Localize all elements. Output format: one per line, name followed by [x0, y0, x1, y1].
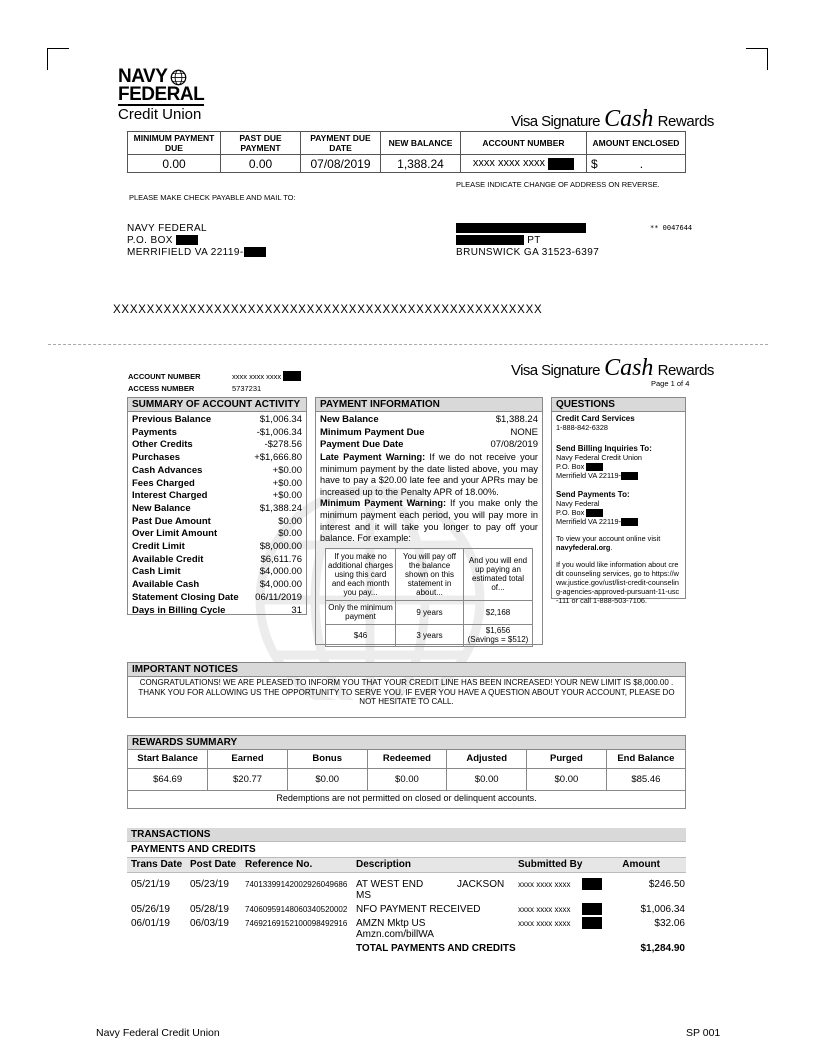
mpt-row1-total: $2,168 — [464, 600, 533, 624]
visa-signature-text: Visa Signature — [511, 113, 600, 130]
logo-federal-text: FEDERAL — [118, 84, 205, 105]
rewards-text: Rewards — [657, 362, 714, 379]
send-payments-title: Send Payments To: — [556, 490, 630, 500]
mpt-row2-years: 3 years — [396, 624, 464, 646]
account-number-label: ACCOUNT NUMBER — [128, 372, 201, 381]
tx-amount: $246.50 — [648, 879, 685, 890]
billing-line-1: Navy Federal Credit Union — [556, 453, 642, 462]
summary-rows — [128, 412, 306, 617]
billing-line-3: Merrifield VA 22119- — [556, 471, 622, 481]
summary-row — [128, 605, 306, 618]
notices-title: IMPORTANT NOTICES — [128, 663, 685, 677]
tx-header-amount: Amount — [622, 859, 660, 870]
rewards-value: $0.00 — [367, 768, 447, 790]
redaction-bar — [456, 235, 524, 245]
payment-info-section — [315, 397, 543, 645]
summary-row-value: -$278.56 — [264, 439, 302, 451]
questions-title: QUESTIONS — [552, 398, 685, 412]
summary-row-label: Over Limit Amount — [132, 528, 218, 540]
summary-row-value: $4,000.00 — [259, 579, 302, 591]
tx-header-trans-date: Trans Date — [131, 859, 183, 870]
tx-trans-date: 05/26/19 — [131, 904, 170, 915]
rewards-header: Start Balance — [128, 750, 208, 768]
summary-row-label: Purchases — [132, 452, 181, 464]
mpt-row2-total: $1,656 — [485, 626, 511, 636]
redaction-bar — [582, 878, 602, 890]
tx-total-value: $1,284.90 — [640, 943, 685, 954]
logo-navy-text: NAVY — [118, 66, 168, 87]
tx-reference: 74060959148060340520002 — [245, 905, 348, 914]
header-account-number: ACCOUNT NUMBER — [461, 132, 587, 155]
summary-row-label: Fees Charged — [132, 477, 195, 489]
redaction-bar — [176, 235, 198, 245]
mpt-row1-years: 9 years — [396, 600, 464, 624]
tx-header-description: Description — [356, 859, 412, 870]
summary-title: SUMMARY OF ACCOUNT ACTIVITY — [128, 398, 306, 412]
tx-amount: $32.06 — [654, 918, 685, 929]
redaction-bar — [582, 917, 602, 929]
value-account-number — [461, 155, 587, 173]
pi-due-date-label: Payment Due Date — [320, 439, 404, 451]
cc-services-label: Credit Card Services — [556, 414, 635, 423]
redaction-bar — [244, 247, 266, 257]
summary-row-label: Past Due Amount — [132, 515, 211, 527]
remit-line-2: P.O. BOX — [127, 235, 173, 246]
summary-row-value: +$1,666.80 — [254, 452, 302, 464]
rewards-value: $64.69 — [128, 768, 208, 790]
rewards-value: $20.77 — [208, 768, 288, 790]
payments-line-3: Merrifield VA 22119- — [556, 517, 622, 527]
summary-row-value: $0.00 — [278, 515, 302, 527]
redaction-bar — [283, 371, 301, 381]
tx-post-date: 06/03/19 — [190, 918, 229, 929]
crop-mark-left — [47, 48, 69, 70]
page-number: Page 1 of 4 — [651, 379, 690, 388]
minimum-payment-table — [325, 548, 533, 647]
summary-row-label: Cash Limit — [132, 566, 181, 578]
customer-line-3: BRUNSWICK GA 31523-6397 — [456, 247, 600, 258]
tx-post-date: 05/28/19 — [190, 904, 229, 915]
questions-section — [551, 397, 686, 606]
mpt-header-1: If you make no additional charges using this card and each month you pay... — [326, 548, 396, 600]
rewards-header: Redeemed — [367, 750, 447, 768]
globe-icon — [170, 69, 187, 86]
tx-amount: $1,006.34 — [640, 904, 685, 915]
tx-description-city: JACKSON — [457, 879, 505, 890]
transactions-title: TRANSACTIONS — [127, 828, 686, 842]
summary-row — [128, 566, 306, 579]
summary-row-label: Cash Advances — [132, 464, 203, 476]
redaction-bar — [582, 903, 602, 915]
change-address-note: PLEASE INDICATE CHANGE OF ADDRESS ON REVERSE. — [456, 180, 660, 189]
tx-description: AMZN Mktp US — [356, 918, 426, 929]
footer-right: SP 001 — [686, 1027, 721, 1039]
redaction-bar — [621, 518, 638, 526]
footer-left: Navy Federal Credit Union — [96, 1027, 220, 1039]
value-new-balance: 1,388.24 — [381, 155, 461, 173]
rewards-value: $85.46 — [606, 768, 685, 790]
pi-new-balance-label: New Balance — [320, 414, 379, 425]
mpt-row2-total-cell — [464, 624, 533, 646]
summary-row — [128, 503, 306, 516]
redaction-bar — [456, 223, 586, 233]
payable-note: PLEASE MAKE CHECK PAYABLE AND MAIL TO: — [129, 193, 296, 202]
tx-description-2: Amzn.com/billWA — [356, 929, 434, 940]
rewards-text: Rewards — [657, 113, 714, 130]
cash-script-text: Cash — [604, 106, 654, 132]
summary-row — [128, 478, 306, 491]
payments-credits-subtitle: PAYMENTS AND CREDITS — [127, 842, 686, 858]
rewards-note: Redemptions are not permitted on closed or delinquent accounts. — [276, 792, 537, 803]
summary-row — [128, 452, 306, 465]
redaction-bar — [621, 472, 638, 480]
pi-new-balance-value: $1,388.24 — [495, 414, 538, 425]
summary-row-value: $1,006.34 — [259, 414, 302, 425]
summary-row-value: -$1,006.34 — [256, 426, 302, 438]
ocr-scanline: XXXXXXXXXXXXXXXXXXXXXXXXXXXXXXXXXXXXXXXXXXXXXXXXXXX — [113, 304, 543, 316]
summary-row-label: Payments — [132, 426, 177, 438]
tx-reference: 74013399142002926049686 — [245, 880, 348, 889]
tx-header-reference: Reference No. — [245, 859, 313, 870]
late-payment-warning — [316, 452, 542, 498]
perforation-line — [48, 344, 768, 345]
payment-coupon-table — [127, 131, 686, 173]
summary-row — [128, 427, 306, 440]
summary-row — [128, 592, 306, 605]
access-number-label: ACCESS NUMBER — [128, 384, 195, 393]
tx-trans-date: 06/01/19 — [131, 918, 170, 929]
visa-signature-text: Visa Signature — [511, 362, 600, 379]
summary-row — [128, 465, 306, 478]
mpt-row2-savings: (Savings = $512) — [467, 635, 529, 645]
value-payment-due-date: 07/08/2019 — [301, 155, 381, 173]
rewards-header: End Balance — [606, 750, 685, 768]
pi-minimum-payment-value: NONE — [510, 426, 538, 438]
rewards-value: $0.00 — [527, 768, 607, 790]
summary-row-label: Interest Charged — [132, 490, 208, 502]
late-warning-label: Late Payment Warning: — [320, 452, 426, 463]
summary-row — [128, 439, 306, 452]
mpt-header-2: You will pay off the balance shown on this statement in about... — [396, 548, 464, 600]
summary-row — [128, 490, 306, 503]
summary-row — [128, 541, 306, 554]
transactions-section — [127, 828, 686, 957]
summary-row-label: Available Cash — [132, 579, 200, 591]
summary-section — [127, 397, 307, 615]
tx-total-label: TOTAL PAYMENTS AND CREDITS — [356, 943, 516, 954]
summary-row — [128, 516, 306, 529]
rewards-title: REWARDS SUMMARY — [128, 736, 685, 750]
summary-row — [128, 554, 306, 567]
minimum-payment-warning — [316, 498, 542, 544]
account-number-text: xxxx xxxx xxxx — [472, 157, 546, 170]
cash-script-text: Cash — [604, 355, 654, 381]
mpt-row1-payment: Only the minimum payment — [326, 600, 396, 624]
customer-address — [456, 223, 599, 259]
summary-row-value: 31 — [291, 604, 302, 616]
mpt-row2-payment: $46 — [326, 624, 396, 646]
tx-submitted-by: xxxx xxxx xxxx — [518, 880, 571, 889]
tx-reference: 74692169152100098492916 — [245, 919, 348, 928]
rewards-table — [128, 750, 685, 791]
dollar-sign: $ — [591, 156, 598, 171]
summary-row-value: $8,000.00 — [259, 541, 302, 553]
summary-row-label: Credit Limit — [132, 541, 185, 553]
redaction-bar — [548, 158, 574, 170]
rewards-value: $0.00 — [287, 768, 367, 790]
decimal-point: . — [639, 156, 644, 171]
summary-row-value: +$0.00 — [272, 490, 302, 502]
transactions-header — [127, 858, 686, 873]
summary-row-value: 06/11/2019 — [255, 591, 302, 603]
logo-credit-union-text: Credit Union — [118, 106, 202, 123]
rewards-header: Bonus — [287, 750, 367, 768]
pi-minimum-payment-label: Minimum Payment Due — [320, 426, 425, 438]
rewards-section — [127, 735, 686, 809]
tx-description-2: MS — [356, 890, 371, 901]
summary-row-label: Other Credits — [132, 439, 193, 451]
value-amount-enclosed[interactable] — [587, 155, 686, 173]
header-payment-due-date: PAYMENT DUE DATE — [301, 132, 381, 155]
payments-line-2: P.O. Box — [556, 508, 585, 518]
header-past-due-payment: PAST DUE PAYMENT — [221, 132, 301, 155]
account-info — [128, 371, 301, 395]
transaction-rows — [127, 873, 686, 957]
summary-row-value: $4,000.00 — [259, 566, 302, 578]
card-logo-statement — [511, 355, 714, 382]
sequence-code: ** 0047644 — [650, 224, 693, 232]
summary-row-label: Statement Closing Date — [132, 591, 239, 603]
late-warning-text: If we do not receive your minimum payment by the date listed above, you may have to pay a $20.00 late fee and your APRs may be increased up to the Penalty APR of 18.00%. — [320, 452, 538, 497]
card-logo-top — [511, 106, 714, 133]
tx-description: NFO PAYMENT RECEIVED — [356, 904, 481, 915]
summary-row-label: Previous Balance — [132, 414, 212, 425]
summary-row — [128, 579, 306, 592]
header-amount-enclosed: AMOUNT ENCLOSED — [587, 132, 686, 155]
tx-header-post-date: Post Date — [190, 859, 237, 870]
summary-row-value: $0.00 — [278, 528, 302, 540]
rewards-value: $0.00 — [447, 768, 527, 790]
redaction-bar — [586, 463, 603, 471]
cc-services-phone: 1-888-842-6328 — [556, 423, 608, 432]
summary-row-label: New Balance — [132, 502, 191, 514]
billing-line-2: P.O. Box — [556, 462, 585, 471]
tx-post-date: 05/23/19 — [190, 879, 229, 890]
remit-address — [127, 223, 266, 259]
summary-row — [128, 414, 306, 427]
summary-row-value: +$0.00 — [272, 464, 302, 476]
summary-row-value: $1,388.24 — [259, 502, 302, 514]
credit-counseling-text: If you would like information about credit counseling services, go to https://www.justice.gov/ust/list-credit-counseling-agencies-approved-pursuant-11-usc-111 or call 1-888-503-7106. — [556, 560, 680, 606]
pi-due-date-value: 07/08/2019 — [490, 439, 538, 451]
value-past-due-payment: 0.00 — [221, 155, 301, 173]
account-number-value: xxxx xxxx xxxx — [232, 372, 282, 381]
header-minimum-payment-due: MINIMUM PAYMENT DUE — [128, 132, 221, 155]
remit-line-3: MERRIFIELD VA 22119- — [127, 247, 244, 258]
tx-trans-date: 05/21/19 — [131, 879, 170, 890]
tx-submitted-by: xxxx xxxx xxxx — [518, 919, 571, 928]
payments-line-1: Navy Federal — [556, 499, 600, 509]
min-warning-text: If you make only the minimum payment each period, you will pay more in interest and it will take you longer to pay off your balance. For example: — [320, 498, 539, 544]
view-account-text: To view your account online visit navyfederal.org. — [556, 534, 661, 553]
navyfederal-link[interactable]: navyfederal.org — [556, 543, 611, 553]
min-warning-label: Minimum Payment Warning: — [320, 498, 447, 509]
tx-submitted-by: xxxx xxxx xxxx — [518, 905, 571, 914]
summary-row — [128, 528, 306, 541]
notices-section — [127, 662, 686, 718]
tx-header-submitted-by: Submitted By — [518, 859, 583, 870]
value-minimum-payment-due: 0.00 — [128, 155, 221, 173]
navy-federal-logo — [118, 68, 218, 123]
mpt-header-3: And you will end up paying an estimated total of... — [464, 548, 533, 600]
rewards-header: Purged — [527, 750, 607, 768]
rewards-header: Adjusted — [447, 750, 527, 768]
summary-row-label: Available Credit — [132, 553, 204, 565]
summary-row-label: Days in Billing Cycle — [132, 604, 226, 616]
rewards-header: Earned — [208, 750, 288, 768]
billing-inquiries-title: Send Billing Inquiries To: — [556, 444, 652, 453]
view-account-label: To view your account online visit — [556, 534, 661, 544]
customer-line-2: PT — [527, 235, 541, 246]
summary-row-value: +$0.00 — [272, 477, 302, 489]
notices-text: CONGRATULATIONS! WE ARE PLEASED TO INFORM YOU THAT YOUR CREDIT LINE HAS BEEN INCREASED! YOUR NEW LIMIT IS $8,000.00 . THANK YOU FOR ALLOWING US THE OPPORTUNITY TO SERVE YOU. IF EVER YOU HAVE A QUESTION ABOUT YOUR ACCOUNT, PLEASE DO NOT HESITATE TO CALL. — [138, 678, 675, 706]
crop-mark-right — [746, 48, 768, 70]
tx-description: AT WEST END — [356, 879, 424, 890]
access-number-value: 5737231 — [232, 384, 262, 393]
payment-info-title: PAYMENT INFORMATION — [316, 398, 542, 412]
header-new-balance: NEW BALANCE — [381, 132, 461, 155]
redaction-bar — [586, 509, 603, 517]
remit-line-1: NAVY FEDERAL — [127, 223, 208, 234]
summary-row-value: $6,611.76 — [260, 553, 302, 565]
